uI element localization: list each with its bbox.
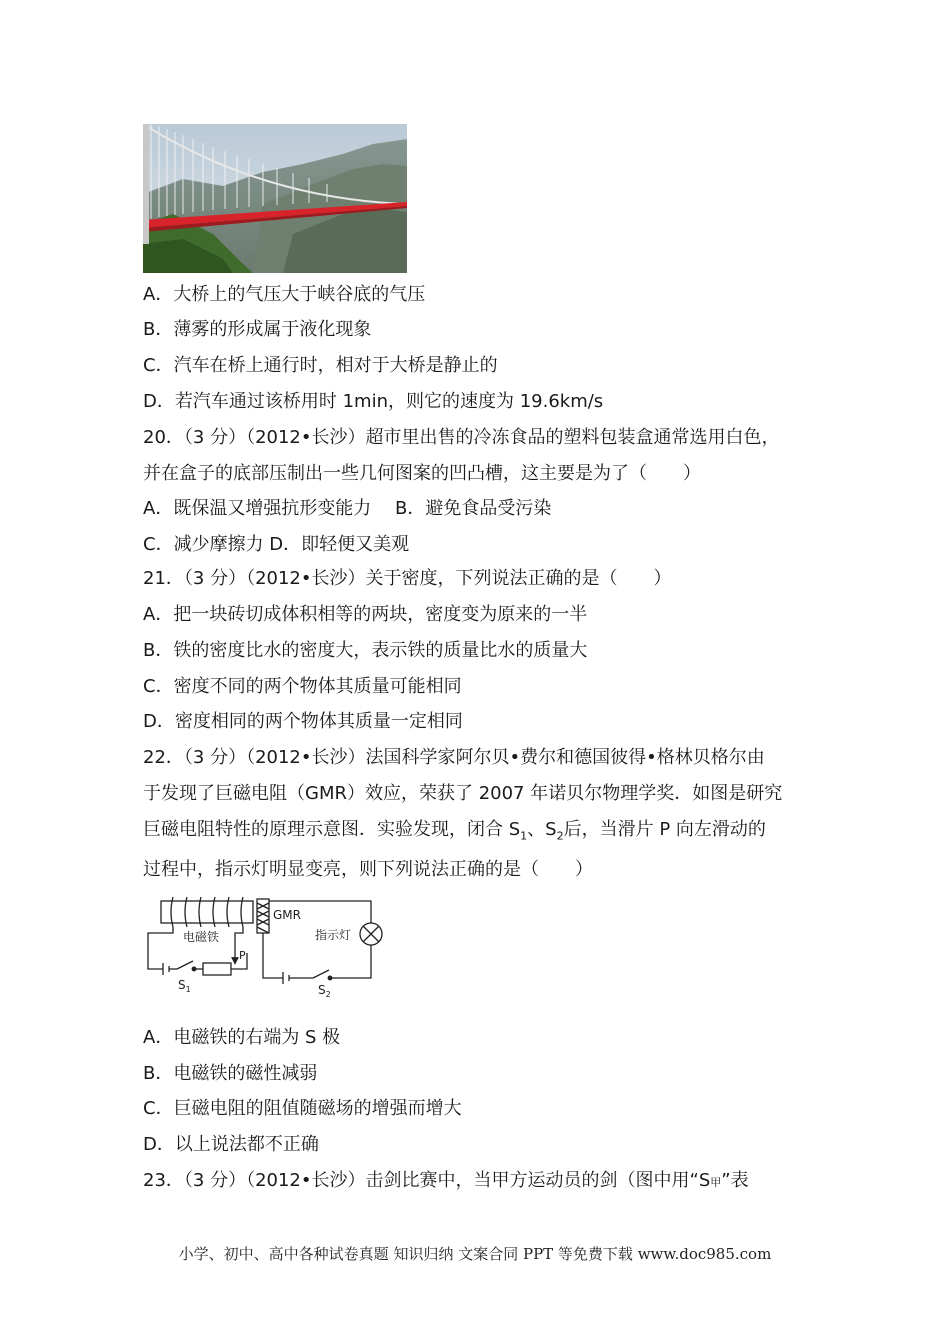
q22-option-a: A．电磁铁的右端为 S 极 bbox=[143, 1027, 341, 1048]
q19-option-c: C．汽车在桥上通行时，相对于大桥是静止的 bbox=[143, 355, 498, 376]
s2-label: $S_2$ bbox=[318, 983, 331, 998]
q21-option-c: C．密度不同的两个物体其质量可能相同 bbox=[143, 676, 462, 697]
electromagnet-label: 电磁铁 bbox=[183, 930, 220, 944]
gmr-label: GMR bbox=[273, 908, 301, 922]
slider-p-label: P bbox=[239, 949, 246, 962]
q19-option-a: A．大桥上的气压大于峡谷底的气压 bbox=[143, 284, 426, 305]
q22-option-d: D．以上说法都不正确 bbox=[143, 1134, 319, 1155]
q19-option-d: D．若汽车通过该桥用时 1min，则它的速度为 19.6km/s bbox=[143, 391, 604, 412]
q22-stem-line3: 巨磁电阻特性的原理示意图．实验发现，闭合 $S_1$、$S_2$后，当滑片 P 向左滑动的 bbox=[143, 819, 766, 843]
q22-option-b: B．电磁铁的磁性减弱 bbox=[143, 1063, 318, 1084]
q22-stem-line4: 过程中，指示灯明显变亮，则下列说法正确的是（ ） bbox=[143, 859, 593, 880]
q21-stem: 21．（3 分）（2012•长沙）关于密度，下列说法正确的是（ ） bbox=[143, 568, 672, 589]
q21-option-b: B．铁的密度比水的密度大，表示铁的质量比水的质量大 bbox=[143, 640, 588, 661]
gmr-circuit-diagram bbox=[143, 893, 393, 998]
lamp-label: 指示灯 bbox=[315, 928, 352, 942]
q21-option-d: D．密度相同的两个物体其质量一定相同 bbox=[143, 711, 463, 732]
q19-option-b: B．薄雾的形成属于液化现象 bbox=[143, 319, 372, 340]
q20-stem-line2: 并在盒子的底部压制出一些几何图案的凹凸槽，这主要是为了（ ） bbox=[143, 463, 701, 484]
q20-options-cd: C．减少摩擦力 D．即轻便又美观 bbox=[143, 534, 410, 555]
q20-stem-line1: 20．（3 分）（2012•长沙）超市里出售的冷冻食品的塑料包装盒通常选用白色， bbox=[143, 427, 780, 448]
q21-option-a: A．把一块砖切成体积相等的两块，密度变为原来的一半 bbox=[143, 604, 588, 625]
page-footer: 小学、初中、高中各种试卷真题 知识归纳 文案合同 PPT 等免费下载 www.doc985.com bbox=[178, 1245, 772, 1263]
q23-stem: 23．（3 分）（2012•长沙）击剑比赛中，当甲方运动员的剑（图中用“S甲”表 bbox=[143, 1170, 749, 1191]
q20-options-ab: A．既保温又增强抗形变能力 B．避免食品受污染 bbox=[143, 498, 552, 519]
bridge-photo bbox=[143, 124, 407, 273]
q22-stem-line1: 22．（3 分）（2012•长沙）法国科学家阿尔贝•费尔和德国彼得•格林贝格尔由 bbox=[143, 747, 765, 768]
q22-option-c: C．巨磁电阻的阻值随磁场的增强而增大 bbox=[143, 1098, 462, 1119]
q22-stem-line2: 于发现了巨磁电阻（GMR）效应，荣获了 2007 年诺贝尔物理学奖．如图是研究 bbox=[143, 783, 783, 804]
s1-label: $S_1$ bbox=[178, 978, 191, 994]
